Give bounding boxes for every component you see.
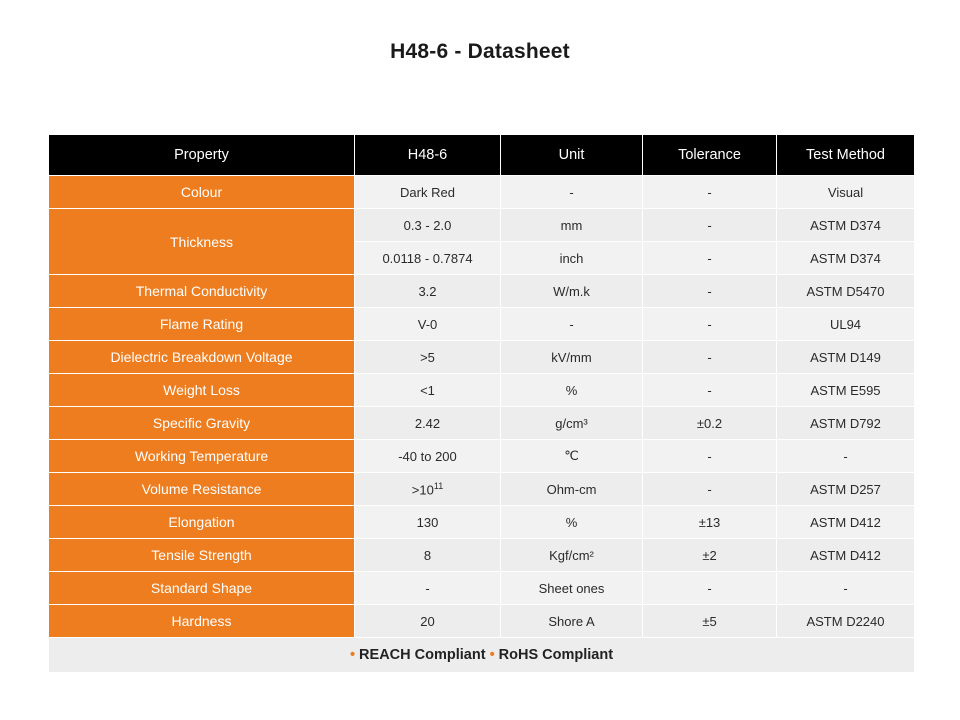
row-tolerance: ±2 xyxy=(643,539,777,572)
bullet-icon: • xyxy=(349,647,356,663)
row-unit: W/m.k xyxy=(501,275,643,308)
row-tolerance: ±5 xyxy=(643,605,777,638)
row-tolerance: - xyxy=(643,209,777,242)
column-header-value: H48-6 xyxy=(355,135,501,176)
row-unit: mm xyxy=(501,209,643,242)
row-tolerance: ±13 xyxy=(643,506,777,539)
row-test-method: ASTM D412 xyxy=(777,539,915,572)
compliance-cell xyxy=(49,638,915,673)
row-unit: - xyxy=(501,176,643,209)
row-unit: Kgf/cm² xyxy=(501,539,643,572)
row-test-method: ASTM D374 xyxy=(777,242,915,275)
row-tolerance: - xyxy=(643,308,777,341)
row-property: Colour xyxy=(49,176,355,209)
row-unit: g/cm³ xyxy=(501,407,643,440)
table-row xyxy=(49,407,915,440)
row-value: >5 xyxy=(355,341,501,374)
row-tolerance: - xyxy=(643,275,777,308)
row-value: 0.3 - 2.0 xyxy=(355,209,501,242)
row-property: Thermal Conductivity xyxy=(49,275,355,308)
row-property: Specific Gravity xyxy=(49,407,355,440)
row-test-method: ASTM D257 xyxy=(777,473,915,506)
row-value-text: >10 xyxy=(411,482,434,498)
row-property: Dielectric Breakdown Voltage xyxy=(49,341,355,374)
row-property: Thickness xyxy=(49,209,355,275)
row-value-exponent: 11 xyxy=(433,480,444,491)
row-unit: ℃ xyxy=(501,440,643,473)
column-header-property: Property xyxy=(49,135,355,176)
row-test-method: - xyxy=(777,440,915,473)
row-property: Hardness xyxy=(49,605,355,638)
row-value: 8 xyxy=(355,539,501,572)
reach-compliant-label: REACH Compliant xyxy=(359,647,486,663)
table-row xyxy=(49,209,915,242)
table-header-row xyxy=(49,135,915,176)
row-test-method: ASTM D374 xyxy=(777,209,915,242)
row-property: Flame Rating xyxy=(49,308,355,341)
row-unit: Shore A xyxy=(501,605,643,638)
table-row xyxy=(49,605,915,638)
row-tolerance: - xyxy=(643,242,777,275)
row-value: V-0 xyxy=(355,308,501,341)
row-property: Working Temperature xyxy=(49,440,355,473)
row-tolerance: - xyxy=(643,440,777,473)
table-row xyxy=(49,176,915,209)
table-row xyxy=(49,539,915,572)
table-row xyxy=(49,275,915,308)
datasheet-table xyxy=(48,134,915,673)
row-unit: inch xyxy=(501,242,643,275)
row-value: <1 xyxy=(355,374,501,407)
table-row xyxy=(49,374,915,407)
row-property: Standard Shape xyxy=(49,572,355,605)
row-property: Tensile Strength xyxy=(49,539,355,572)
row-unit: - xyxy=(501,308,643,341)
row-test-method: Visual xyxy=(777,176,915,209)
row-value: 3.2 xyxy=(355,275,501,308)
table-row xyxy=(49,506,915,539)
rohs-compliant-label: RoHS Compliant xyxy=(498,647,614,663)
row-test-method: UL94 xyxy=(777,308,915,341)
row-tolerance: - xyxy=(643,176,777,209)
page-title: H48-6 - Datasheet xyxy=(390,40,570,63)
table-row xyxy=(49,341,915,374)
column-header-unit: Unit xyxy=(501,135,643,176)
row-tolerance: - xyxy=(643,473,777,506)
datasheet-table-wrap xyxy=(48,134,914,673)
row-test-method: ASTM D412 xyxy=(777,506,915,539)
row-test-method: ASTM D5470 xyxy=(777,275,915,308)
row-tolerance: - xyxy=(643,374,777,407)
row-test-method: ASTM D149 xyxy=(777,341,915,374)
bullet-icon: • xyxy=(489,647,495,663)
row-tolerance: - xyxy=(643,341,777,374)
column-header-tolerance: Tolerance xyxy=(643,135,777,176)
row-tolerance: - xyxy=(643,572,777,605)
row-unit: Sheet ones xyxy=(501,572,643,605)
row-value: 0.0118 - 0.7874 xyxy=(355,242,501,275)
row-unit: Ohm-cm xyxy=(501,473,643,506)
row-property: Volume Resistance xyxy=(49,473,355,506)
row-value: 2.42 xyxy=(355,407,501,440)
row-value: Dark Red xyxy=(355,176,501,209)
row-test-method: ASTM D792 xyxy=(777,407,915,440)
row-test-method: - xyxy=(777,572,915,605)
row-tolerance: ±0.2 xyxy=(643,407,777,440)
row-unit: % xyxy=(501,506,643,539)
row-unit: kV/mm xyxy=(501,341,643,374)
table-row xyxy=(49,572,915,605)
table-row xyxy=(49,473,915,506)
row-value xyxy=(355,473,501,506)
row-value: - xyxy=(355,572,501,605)
row-test-method: ASTM E595 xyxy=(777,374,915,407)
table-row xyxy=(49,440,915,473)
row-unit: % xyxy=(501,374,643,407)
row-property: Elongation xyxy=(49,506,355,539)
column-header-test-method: Test Method xyxy=(777,135,915,176)
row-value: 130 xyxy=(355,506,501,539)
row-value: -40 to 200 xyxy=(355,440,501,473)
row-test-method: ASTM D2240 xyxy=(777,605,915,638)
table-row xyxy=(49,308,915,341)
row-value: 20 xyxy=(355,605,501,638)
compliance-row xyxy=(49,638,915,673)
row-property: Weight Loss xyxy=(49,374,355,407)
